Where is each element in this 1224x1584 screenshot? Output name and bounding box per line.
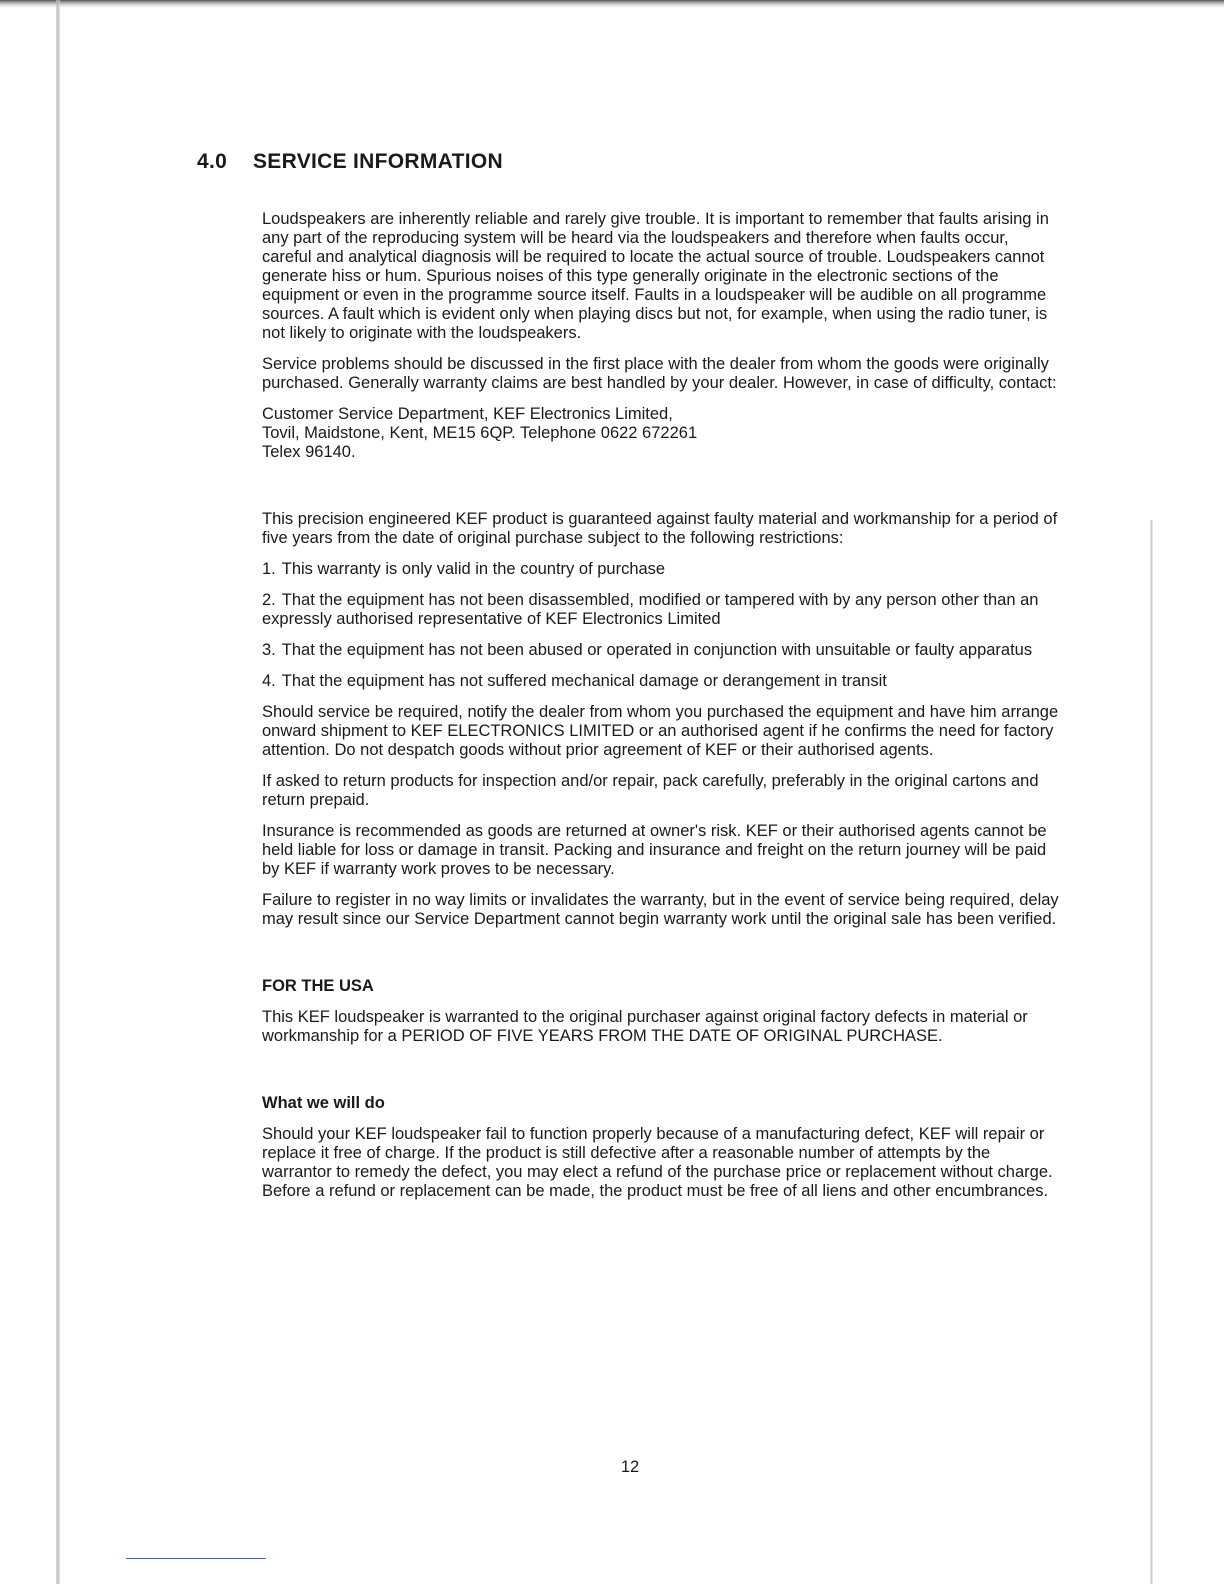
contact-line: Telex 96140. — [262, 443, 356, 461]
usa-paragraph: This KEF loudspeaker is warranted to the original purchaser against original factory defects in material or workmanship for a PERIOD OF FIVE YEARS FROM THE DATE OF ORIGINAL PURCHASE. — [262, 1008, 1028, 1045]
what-we-do-paragraph: Should your KEF loudspeaker fail to function properly because of a manufacturing defect, KEF will repair or replace it free of charge. If the product is still defective after a reasonable number of attempts by the warrantor to remedy the defect, you may elect a refund of the purchase price or replacement without charge. Before a refund or replacement can be made, the product must be free of all liens and other encumbrances. — [262, 1125, 1053, 1200]
spacer — [262, 1058, 1062, 1094]
page-content — [262, 210, 1062, 1213]
scan-left-edge — [56, 0, 60, 1584]
restriction-text: That the equipment has not been disassembled, modified or tampered with by any person other than an expressly authorised representative of KEF Electronics Limited — [262, 591, 1039, 628]
spacer — [262, 474, 1062, 510]
restriction-item — [262, 641, 1062, 660]
section-title: SERVICE INFORMATION — [253, 150, 503, 173]
restriction-number: 3. — [262, 641, 276, 659]
restriction-text: That the equipment has not been abused or operated in conjunction with unsuitable or faulty apparatus — [281, 641, 1033, 659]
section-heading — [197, 150, 503, 174]
restriction-text: That the equipment has not suffered mechanical damage or derangement in transit — [281, 672, 887, 690]
service-paragraph: Service problems should be discussed in the first place with the dealer from whom the goods were originally purchased. Generally warranty claims are best handled by your dealer. However, in case of difficulty, contact: — [262, 355, 1057, 392]
restriction-item — [262, 672, 1062, 691]
restriction-item — [262, 591, 1062, 629]
restriction-item — [262, 560, 1062, 579]
service-required-paragraph: Should service be required, notify the dealer from whom you purchased the equipment and have him arrange onward shipment to KEF ELECTRONICS LIMITED or an authorised agent if he confirms the need for factory attention. Do not despatch goods without prior agreement of KEF or their authorised agents. — [262, 703, 1059, 759]
spacer — [262, 941, 1062, 977]
page-number: 12 — [620, 1458, 640, 1476]
warranty-intro: This precision engineered KEF product is guaranteed against faulty material and workmanship for a period of five years from the date of original purchase subject to the following restrictions: — [262, 510, 1058, 547]
restriction-number: 2. — [262, 591, 276, 609]
contact-line: Tovil, Maidstone, Kent, ME15 6QP. Telephone 0622 672261 — [262, 424, 698, 442]
intro-paragraph: Loudspeakers are inherently reliable and rarely give trouble. It is important to remember that faults arising in any part of the reproducing system will be heard via the loudspeakers and therefore when faults occur, careful and analytical diagnosis will be required to locate the actual source of trouble. Loudspeakers cannot generate hiss or hum. Spurious noises of this type generally originate in the electronic sections of the equipment or even in the programme source itself. Faults in a loudspeaker will be audible on all programme sources. A fault which is evident only when playing discs but not, for example, when using the radio tuner, is not likely to originate with the loudspeakers. — [262, 210, 1049, 342]
restriction-number: 1. — [262, 560, 276, 578]
restriction-number: 4. — [262, 672, 276, 690]
scan-right-edge — [1150, 520, 1153, 1584]
insurance-paragraph: Insurance is recommended as goods are returned at owner's risk. KEF or their authorised agents cannot be held liable for loss or damage in transit. Packing and insurance and freight on the return journey will be paid by KEF if warranty work proves to be necessary. — [262, 822, 1047, 878]
registration-paragraph: Failure to register in no way limits or invalidates the warranty, but in the event of service being required, delay may result since our Service Department cannot begin warranty work until the original sale has been verified. — [262, 891, 1059, 928]
restriction-text: This warranty is only valid in the country of purchase — [281, 560, 666, 578]
scan-top-edge — [0, 0, 1224, 8]
bottom-rule — [126, 1558, 266, 1559]
contact-address — [262, 405, 1062, 462]
what-we-do-heading: What we will do — [262, 1094, 385, 1112]
section-number: 4.0 — [197, 150, 228, 173]
return-paragraph: If asked to return products for inspection and/or repair, pack carefully, preferably in the original cartons and return prepaid. — [262, 772, 1039, 809]
contact-line: Customer Service Department, KEF Electronics Limited, — [262, 405, 673, 423]
usa-heading: FOR THE USA — [262, 977, 374, 995]
